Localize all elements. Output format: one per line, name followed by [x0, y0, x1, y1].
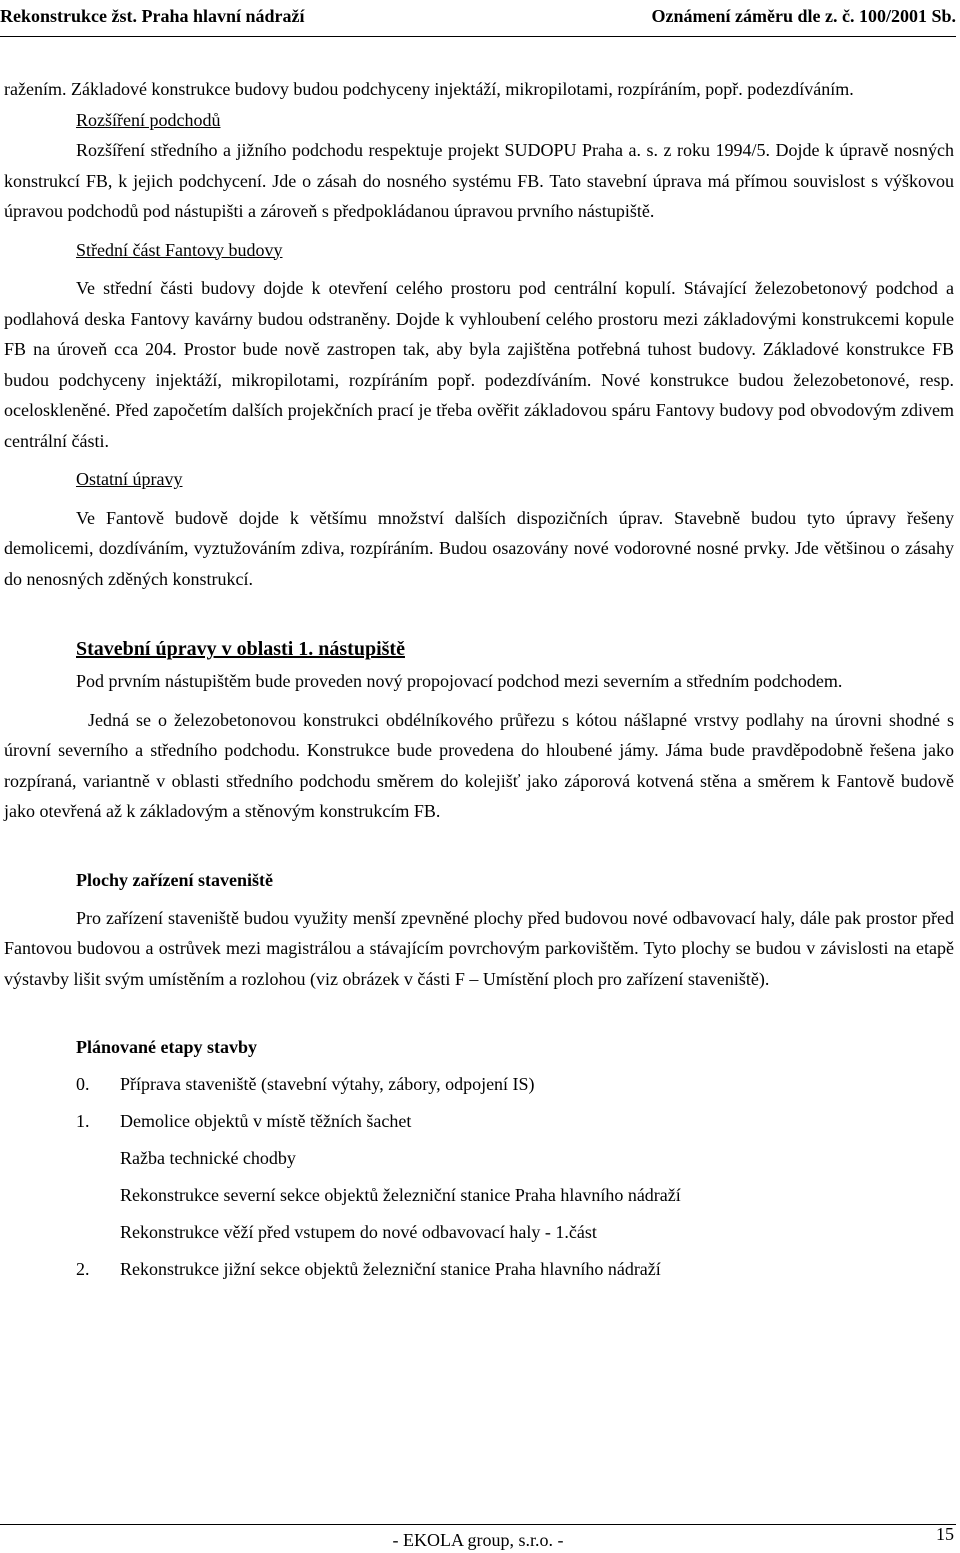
header-left-title: Rekonstrukce žst. Praha hlavní nádraží: [0, 6, 305, 26]
list-item-number: 2.: [76, 1259, 90, 1279]
etapy-list: [4, 1066, 954, 1288]
page-header: [0, 6, 956, 37]
nastupiste-paragraph-1: Pod prvním nástupištěm bude proveden nový propojovací podchod mezi severním a středním podchodem.: [76, 671, 843, 691]
footer-divider: [0, 1524, 956, 1525]
stredni-heading: Střední část Fantovy budovy: [76, 239, 283, 260]
list-item-text: Rekonstrukce jižní sekce objektů železniční stanice Praha hlavního nádraží: [120, 1259, 661, 1279]
intro-paragraph: ražením. Základové konstrukce budovy budou podchyceny injektáží, mikropilotami, rozpíráním, popř. podezdíváním.: [4, 79, 854, 99]
ostatni-heading: Ostatní úpravy: [76, 469, 183, 489]
footer-company: - EKOLA group, s.r.o. -: [392, 1530, 564, 1550]
list-subitem: Rekonstrukce severní sekce objektů železniční stanice Praha hlavního nádraží: [120, 1185, 681, 1205]
page-number: 15: [936, 1524, 954, 1544]
rozsireni-paragraph: Rozšíření středního a jižního podchodu respektuje projekt SUDOPU Praha a. s. z roku 1994/5. Dojde k úpravě nosných konstrukcí FB, k jejich podchycení. Jde o zásah do nosného systému FB. Tato stavební úprava má přímou souvislost s výškovou úpravou podchodů pod nástupišti a zároveň s předpokládanou úpravou prvního nástupiště.: [4, 140, 954, 221]
list-item: [4, 1251, 954, 1288]
stredni-paragraph: Ve střední části budovy dojde k otevření celého prostoru pod centrální kopulí. Stávající železobetonový podchod a podlahová deska Fantovy kavárny budou odstraněny. Dojde k vyhloubení celého prostoru mezi základovými konstrukcemi kopule FB na úroveň cca 204. Prostor bude nově zastropen tak, aby byla zajištěna potřebná tuhost budovy. Základové konstrukce FB budou podchyceny injektáží, mikropilotami, rozpíráním popř. podezdíváním. Nové konstrukce budou železobetonové, resp. oceloskleněné. Před započetím dalších projekčních prací je třeba ověřit základovou spáru Fantovy budovy pod obvodovým zdivem centrální části.: [4, 278, 954, 451]
plochy-paragraph: Pro zařízení staveniště budou využity menší zpevněné plochy před budovou nové odbavovací haly, dále pak prostor před Fantovou budovou a ostrůvek mezi magistrálou a stávajícím povrchovým parkovištěm. Tyto plochy se budou v závislosti na etapě výstavby lišit svým umístěním a rozlohou (viz obrázek v části F – Umístění ploch pro zařízení staveniště).: [4, 907, 954, 989]
document-body: [4, 74, 954, 1288]
page-footer: [0, 1524, 956, 1552]
rozsireni-heading: Rozšíření podchodů: [76, 109, 221, 130]
plochy-heading: Plochy zařízení staveniště: [76, 869, 273, 890]
list-item-number: 1.: [76, 1111, 90, 1131]
etapy-heading: Plánované etapy stavby: [76, 1037, 258, 1057]
header-right-title: Oznámení záměru dle z. č. 100/2001 Sb.: [651, 6, 956, 26]
nastupiste-section-title: Stavební úpravy v oblasti 1. nástupiště: [76, 638, 405, 660]
list-item: [4, 1066, 954, 1103]
list-subitem: Rekonstrukce věží před vstupem do nové odbavovací haly - 1.část: [120, 1222, 597, 1242]
nastupiste-paragraph-2: Jedná se o železobetonovou konstrukci obdélníkového průřezu s kótou nášlapné vrstvy podlahy na úrovni shodné s úrovní severního a středního podchodu. Konstrukce bude provedena do hloubené jámy. Jáma bude pravděpodobně řešena jako rozpíraná, variantně v oblasti středního podchodu směrem do kolejišť jako záporová kotvená stěna a směrem k Fantově budově jako otevřená až k základovým a stěnovým konstrukcím FB.: [4, 709, 954, 821]
list-item-text: Příprava staveniště (stavební výtahy, zábory, odpojení IS): [120, 1074, 535, 1094]
ostatni-paragraph: Ve Fantově budově dojde k většímu množství dalších dispozičních úprav. Stavebně budou tyto úpravy řešeny demolicemi, dozdíváním, vyztužováním zdiva, rozpíráním. Budou osazovány nové vodorovné nosné prvky. Jde většinou o zásahy do nenosných zděných konstrukcí.: [4, 507, 954, 589]
list-item-text: Demolice objektů v místě těžních šachet: [120, 1111, 412, 1131]
list-item-number: 0.: [76, 1074, 90, 1094]
list-subitem: Ražba technické chodby: [120, 1148, 296, 1168]
list-item: [4, 1103, 954, 1140]
